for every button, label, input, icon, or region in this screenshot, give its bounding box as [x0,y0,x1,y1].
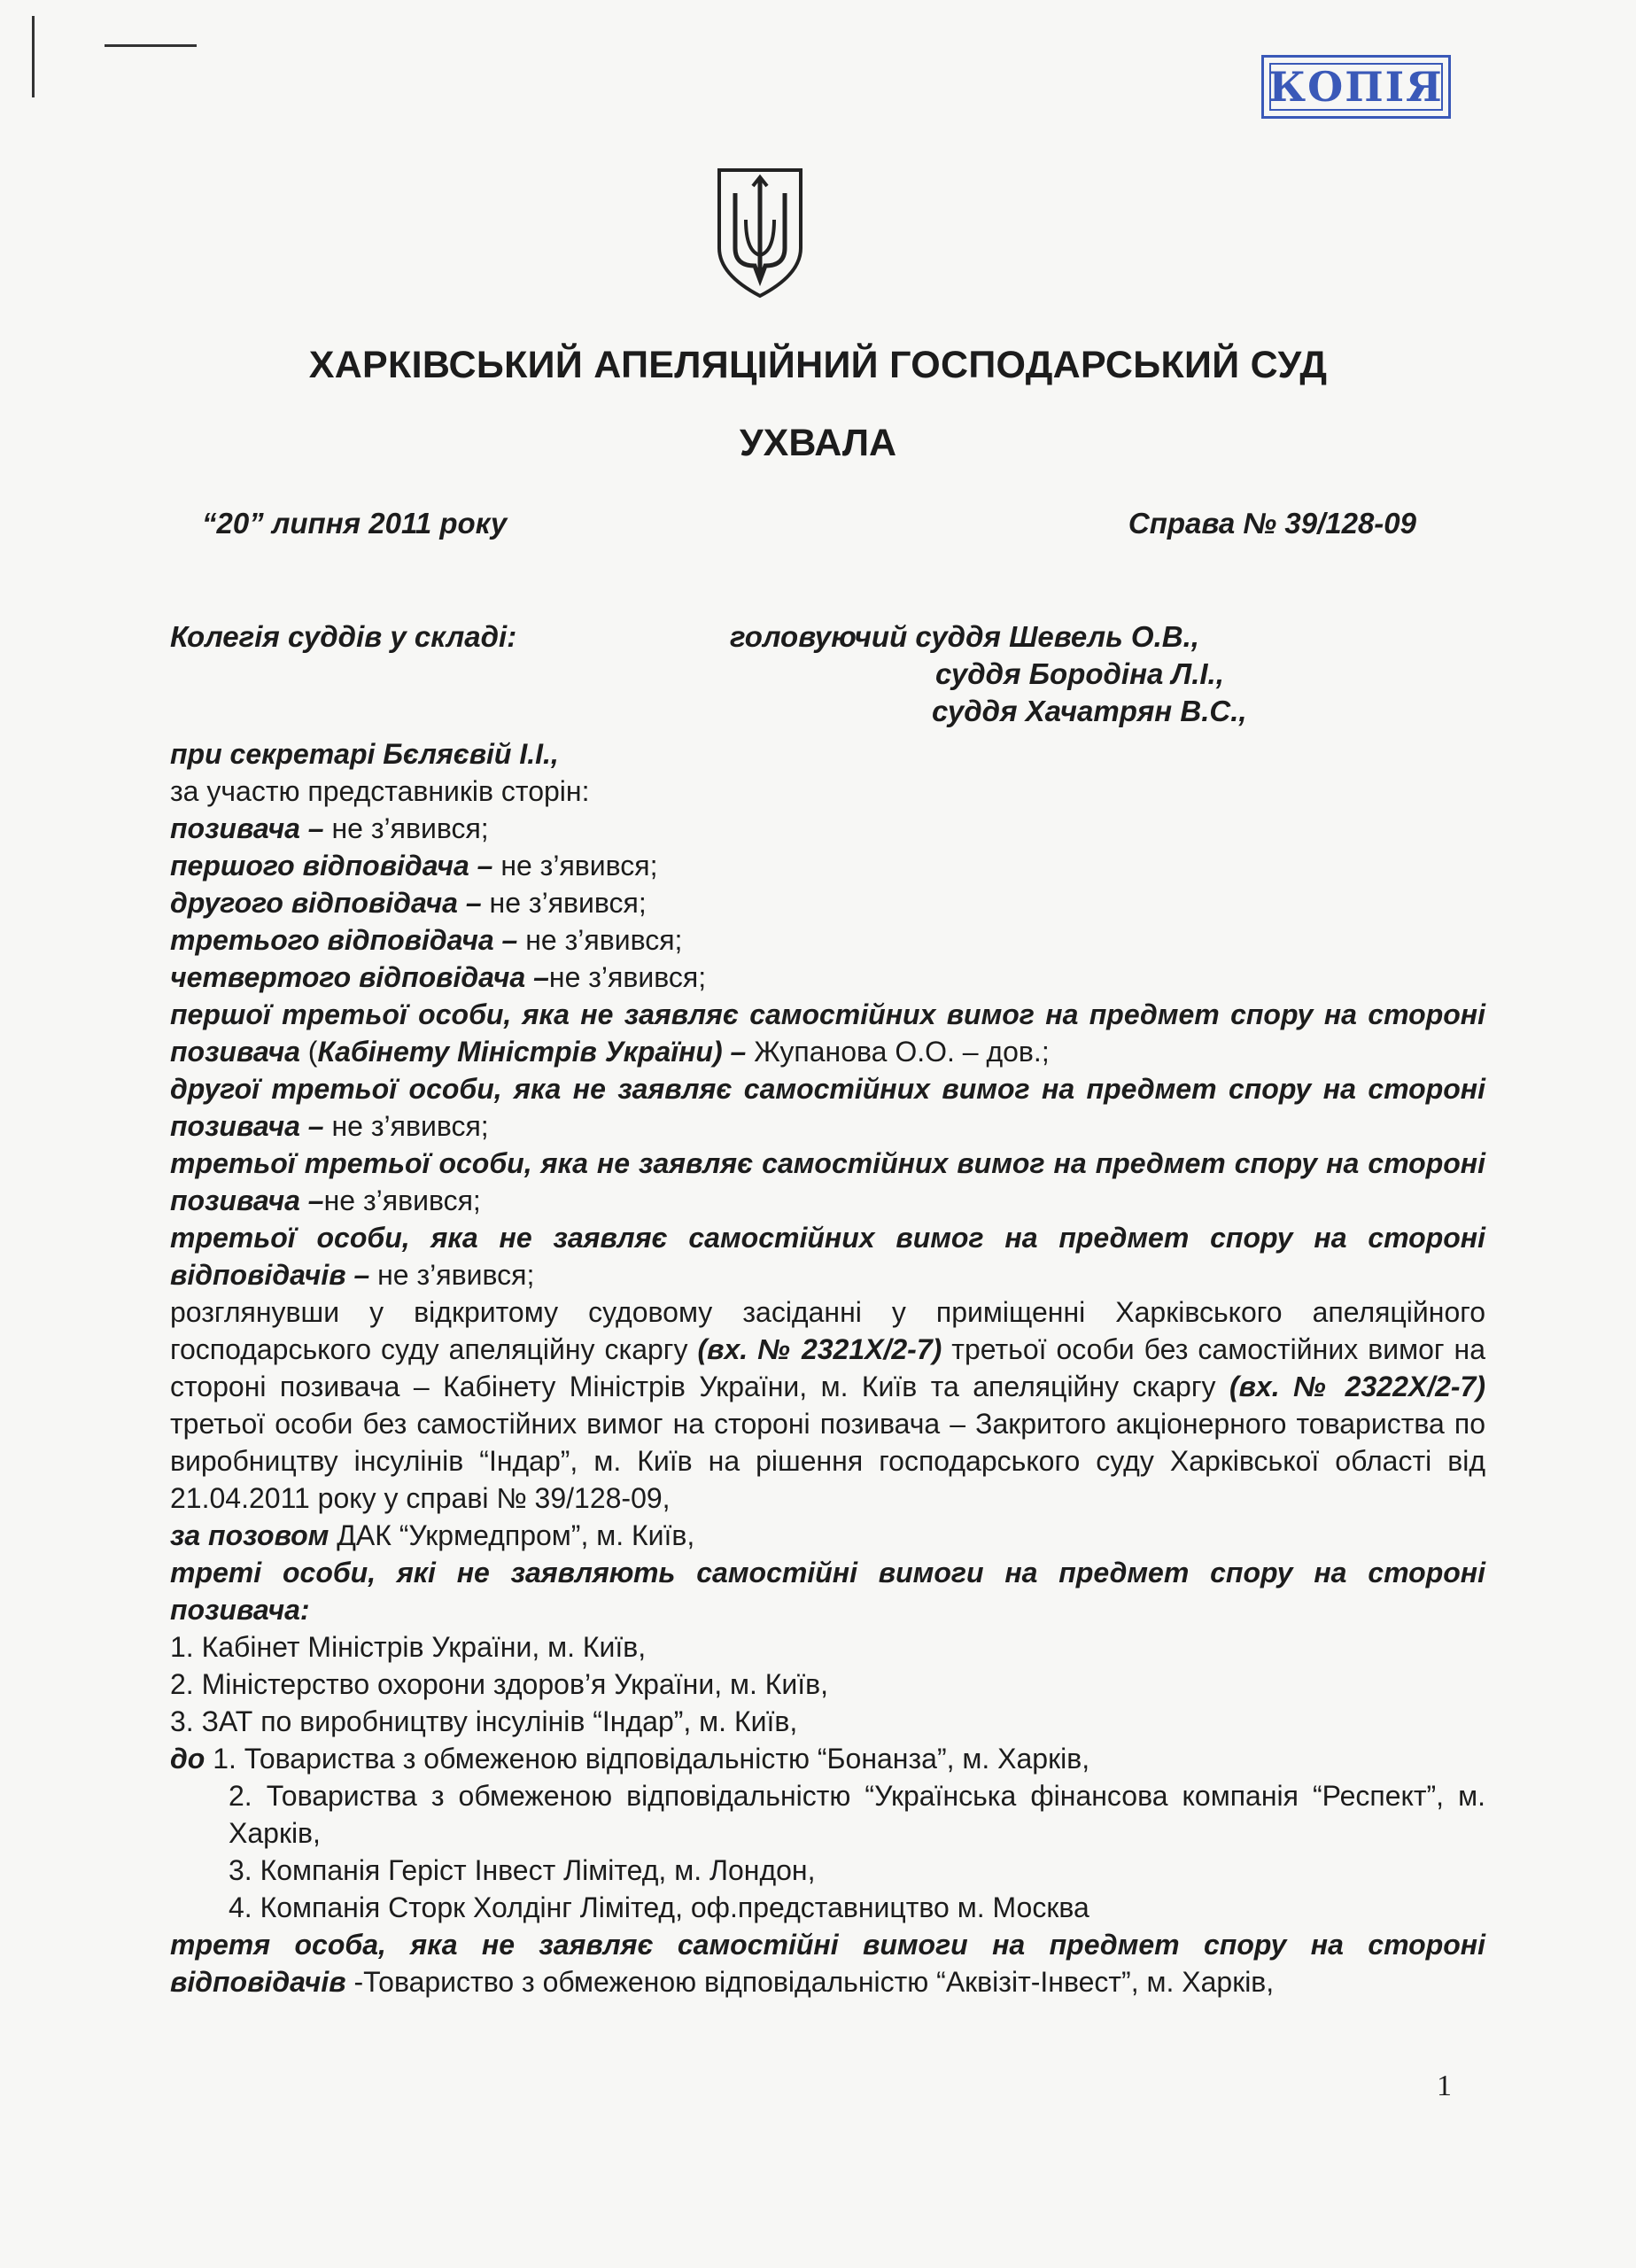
list-item: 2. Товариства з обмеженою відповідальністю “Українська фінансова компанія “Респект”, м. Харків, [229,1780,1485,1849]
party-line: першого відповідача – не з’явився; [170,850,658,882]
scan-mark-vertical [32,16,35,97]
considered-paragraph: розглянувши у відкритому судовому засіданні у приміщенні Харківського апеляційного господарського суду апеляційну скаргу (вх. № 2321Х/2-7) третьої особи без самостійних вимог на стороні позивача – Кабінету Міністрів України, м. Київ та апеляційну скаргу (вх. № 2322Х/2-7) третьої особи без самостійних вимог на стороні позивача – Закритого акціонерного товариства по виробництву інсулінів “Індар”, м. Київ на рішення господарського суду Харківської області від 21.04.2011 року у справі № 39/128-09, [170,1296,1486,1514]
judge-member: суддя Хачатрян В.С., [932,695,1247,727]
case-number: Справа № 39/128-09 [1128,507,1416,540]
page-number: 1 [1437,2070,1452,2102]
third-party-line: третьої особи, яка не заявляє самостійних вимог на предмет спору на стороні відповідачів – не з’явився; [170,1222,1485,1291]
list-item: 3. ЗАТ по виробництву інсулінів “Індар”, м. Київ, [170,1705,798,1737]
participants-intro: за участю представників сторін: [170,775,590,807]
judge-member: суддя Бородіна Л.І., [935,657,1224,690]
party-line: четвертого відповідача –не з’явився; [170,961,707,993]
party-line: другого відповідача – не з’явився; [170,887,647,919]
list-item: 2. Міністерство охорони здоров’я України, м. Київ, [170,1668,829,1700]
third-parties-plaintiff-label: треті особи, які не заявляють самостійні вимоги на предмет спору на стороні позивача: [170,1557,1485,1626]
defendants-line: до 1. Товариства з обмеженою відповідальністю “Бонанза”, м. Харків, [170,1743,1090,1775]
panel-label: Колегія суддів у складі: [170,620,517,653]
third-party-line: третьої третьої особи, яка не заявляє самостійних вимог на предмет спору на стороні позивача –не з’явився; [170,1147,1485,1216]
copy-stamp: КОПІЯ [1261,55,1451,119]
ruling-body [170,735,1485,2000]
claim-line: за позовом ДАК “Укрмедпром”, м. Київ, [170,1519,695,1551]
document-type-heading: УХВАЛА [739,422,897,464]
secretary: при секретарі Бєляєвій І.І., [170,738,559,770]
trident-emblem-icon [716,167,804,299]
list-item: 3. Компанія Геріст Інвест Лімітед, м. Лондон, [229,1854,816,1886]
third-party-defendant-side: третя особа, яка не заявляє самостійні вимоги на предмет спору на стороні відповідачів -Товариство з обмеженою відповідальністю “Аквізіт-Інвест”, м. Харків, [170,1929,1485,1998]
court-name: ХАРКІВСЬКИЙ АПЕЛЯЦІЙНИЙ ГОСПОДАРСЬКИЙ СУД [308,344,1328,386]
ruling-date: “20” липня 2011 року [202,507,508,540]
third-party-line: другої третьої особи, яка не заявляє самостійних вимог на предмет спору на стороні позивача – не з’явився; [170,1073,1485,1142]
list-item: 4. Компанія Сторк Холдінг Лімітед, оф.представництво м. Москва [229,1891,1089,1923]
judge-presiding: головуючий суддя Шевель О.В., [730,620,1199,653]
party-line: третього відповідача – не з’явився; [170,924,683,956]
party-line: позивача – не з’явився; [170,812,489,844]
third-party-line: першої третьої особи, яка не заявляє самостійних вимог на предмет спору на стороні позивача (Кабінету Міністрів України) – Жупанова О.О. – дов.; [170,998,1485,1068]
scan-mark-horizontal [105,44,197,47]
list-item: 1. Кабінет Міністрів України, м. Київ, [170,1631,647,1663]
